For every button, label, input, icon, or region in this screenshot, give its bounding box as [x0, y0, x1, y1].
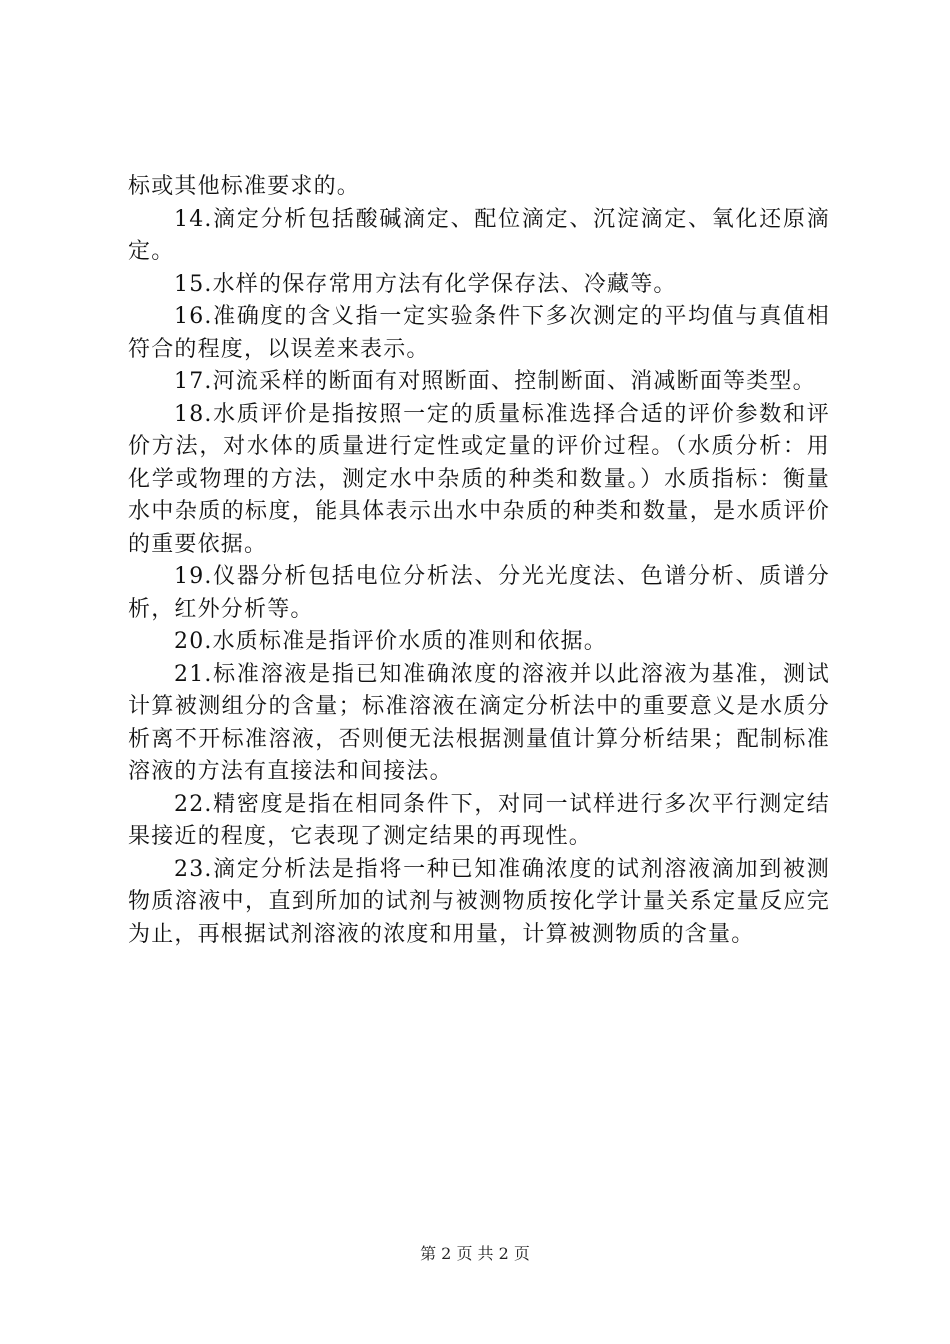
paragraph-item-19: 19.仪器分析包括电位分析法、分光光度法、色谱分析、质谱分析，红外分析等。	[128, 564, 830, 622]
paragraph-item-20: 20.水质标准是指评价水质的准则和依据。	[174, 629, 607, 654]
page-number-label: 第 2 页 共 2 页	[420, 1244, 530, 1263]
paragraph-item-14: 14.滴定分析包括酸碱滴定、配位滴定、沉淀滴定、氧化还原滴定。	[128, 206, 830, 264]
paragraph-item-17: 17.河流采样的断面有对照断面、控制断面、消减断面等类型。	[174, 369, 816, 394]
paragraph-item-23: 23.滴定分析法是指将一种已知准确浓度的试剂溶液滴加到被测物质溶液中，直到所加的试剂与被测物质按化学计量关系定量反应完为止，再根据试剂溶液的浓度和用量，计算被测物质的含量。	[128, 856, 830, 947]
paragraph-item-22: 22.精密度是指在相同条件下，对同一试样进行多次平行测定结果接近的程度，它表现了测定结果的再现性。	[128, 791, 830, 849]
document-body	[128, 171, 830, 951]
page-footer	[0, 1244, 950, 1264]
paragraph-item-18: 18.水质评价是指按照一定的质量标准选择合适的评价参数和评价方法，对水体的质量进行定性或定量的评价过程。（水质分析：用化学或物理的方法，测定水中杂质的种类和数量。）水质指标：衡量水中杂质的标度，能具体表示出水中杂质的种类和数量，是水质评价的重要依据。	[128, 401, 830, 557]
paragraph-item-21: 21.标准溶液是指已知准确浓度的溶液并以此溶液为基准，测试计算被测组分的含量；标准溶液在滴定分析法中的重要意义是水质分析离不开标准溶液，否则便无法根据测量值计算分析结果；配制标准溶液的方法有直接法和间接法。	[128, 661, 830, 784]
paragraph-item-15: 15.水样的保存常用方法有化学保存法、冷藏等。	[174, 271, 677, 297]
paragraph-continuation: 标或其他标准要求的。	[128, 174, 361, 199]
paragraph-item-16: 16.准确度的含义指一定实验条件下多次测定的平均值与真值相符合的程度，以误差来表示。	[128, 304, 830, 362]
